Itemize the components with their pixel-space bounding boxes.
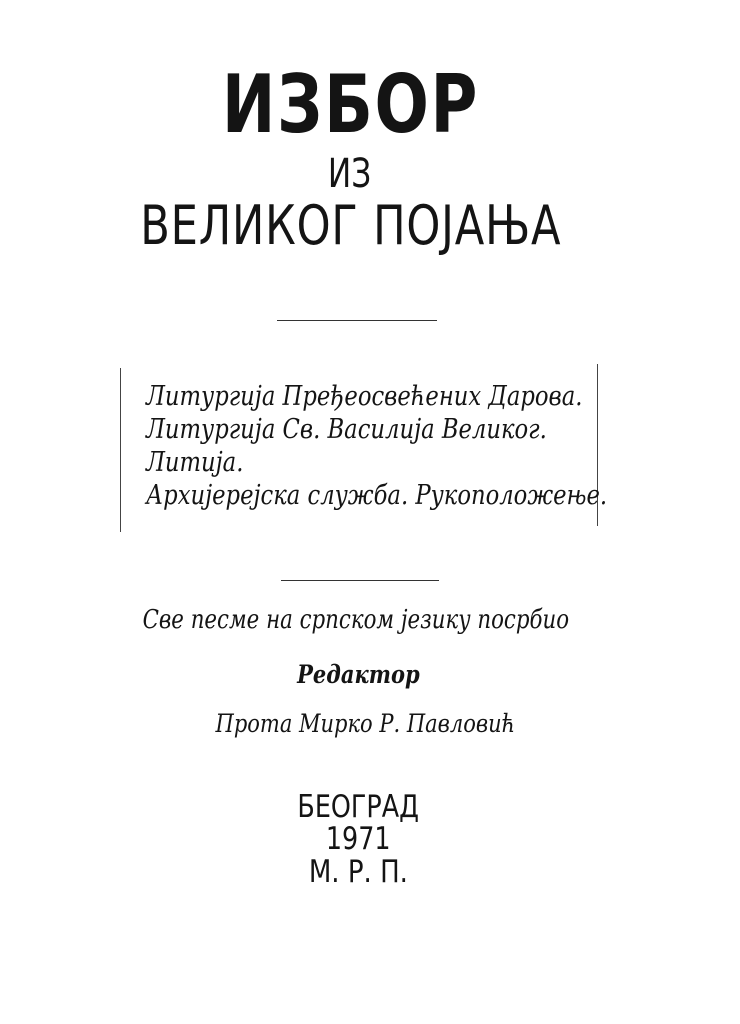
editor-label: Редактор bbox=[297, 660, 420, 689]
title-connector: ИЗ bbox=[327, 151, 372, 197]
imprint-year: 1971 bbox=[325, 821, 391, 857]
editor-name: Прота Мирко Р. Павловић bbox=[215, 709, 516, 738]
contents-item: Литургија Св. Василија Великог. bbox=[146, 414, 547, 445]
imprint-city: БЕОГРАД bbox=[297, 789, 419, 825]
divider-bottom bbox=[281, 580, 439, 581]
contents-bracket-left bbox=[120, 368, 121, 532]
contents-item: Литургија Пређеосвећених Дарова. bbox=[146, 381, 583, 412]
contents-item: Архијерејска служба. Рукоположење. bbox=[146, 480, 608, 511]
title-subject: ВЕЛИКОГ ПОЈАЊА bbox=[140, 194, 562, 257]
contents-item: Литија. bbox=[146, 447, 244, 478]
contents-list bbox=[146, 380, 608, 512]
divider-top bbox=[277, 320, 437, 321]
translation-note: Све песме на српском језику посрбио bbox=[142, 605, 570, 635]
main-title: ИЗБОР bbox=[221, 58, 479, 151]
imprint-publisher: М. Р. П. bbox=[308, 854, 408, 890]
